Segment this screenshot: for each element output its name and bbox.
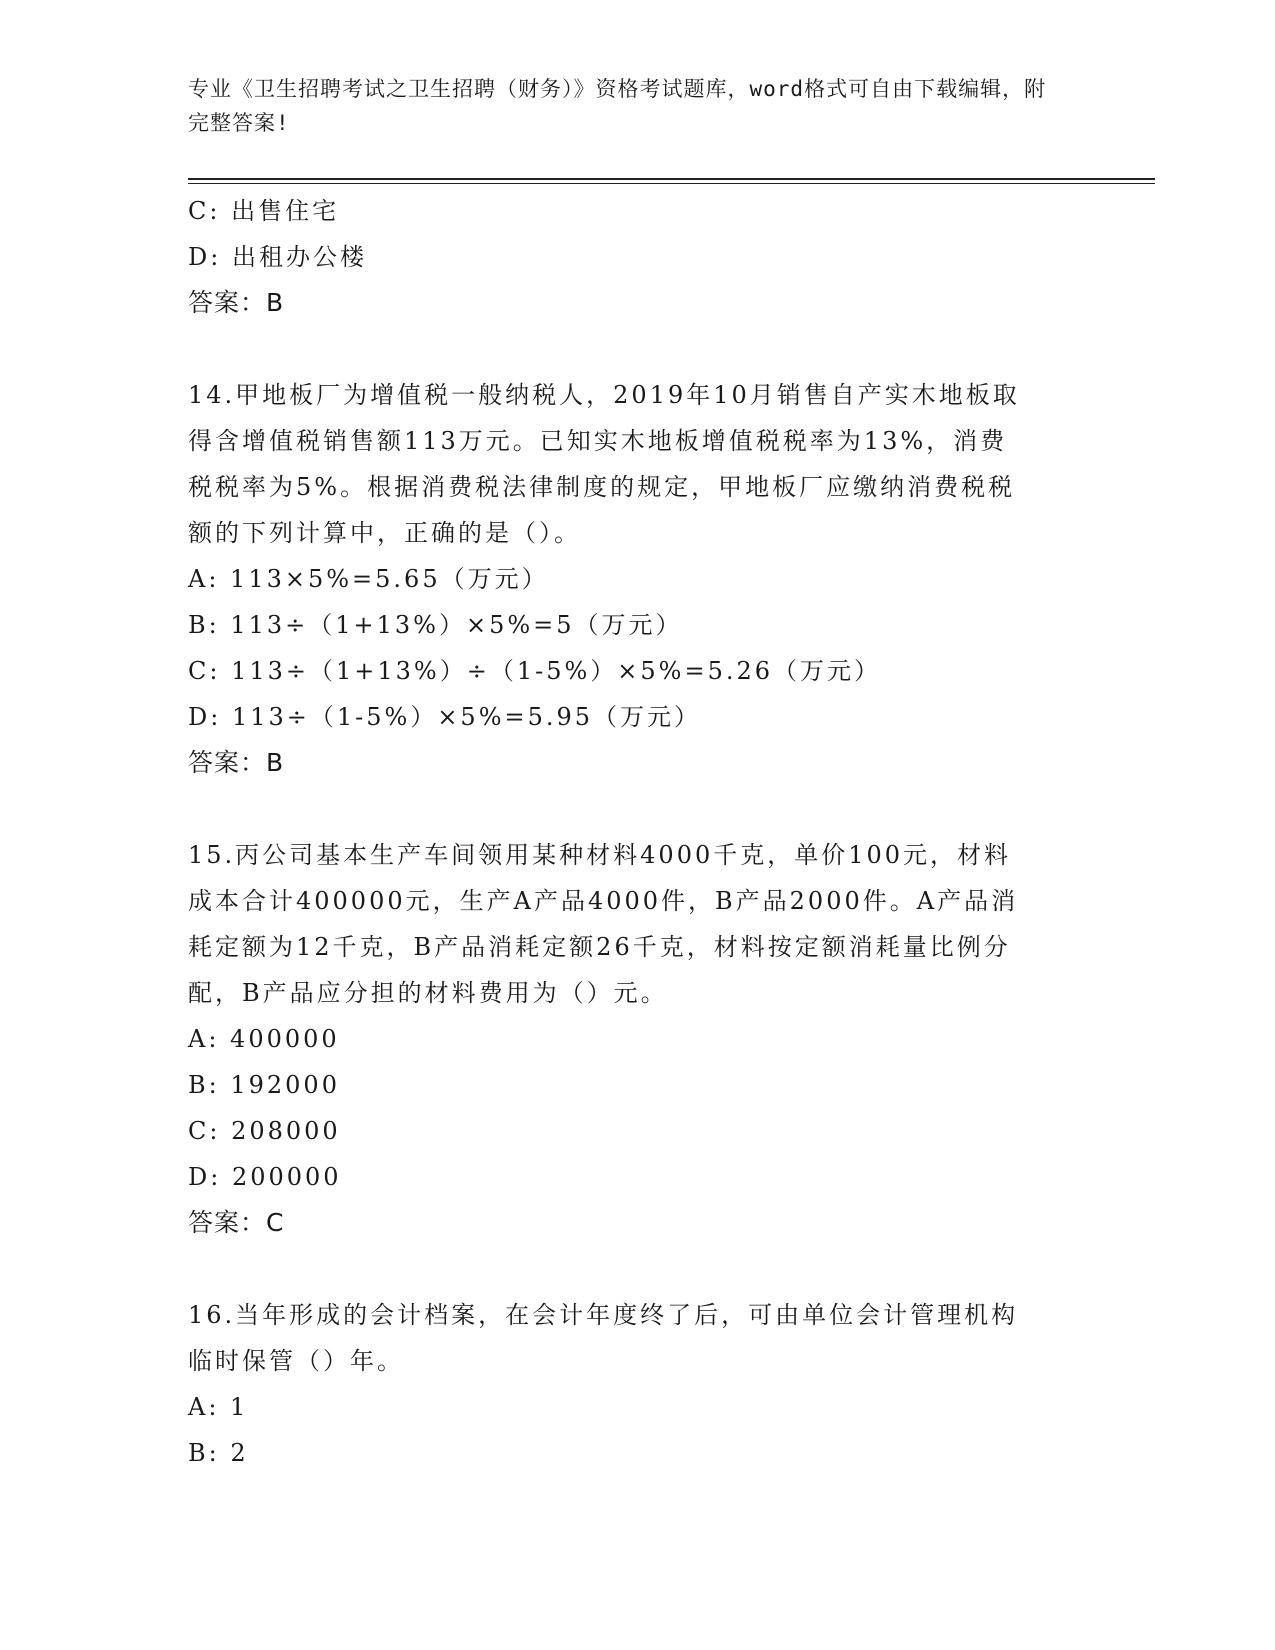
option-a: A: 400000: [188, 1025, 340, 1053]
spacer: [188, 1246, 1088, 1292]
question-list: [188, 188, 1088, 1476]
question-13-tail: [188, 188, 1088, 326]
question-stem-line: 15.丙公司基本生产车间领用某种材料4000千克，单价100元，材料: [188, 841, 1012, 869]
question-stem-line: 16.当年形成的会计档案，在会计年度终了后，可由单位会计管理机构: [188, 1301, 1019, 1329]
option-b: B: 2: [188, 1439, 249, 1467]
option-b: B: 192000: [188, 1071, 340, 1099]
answer-line: 答案：B: [188, 288, 285, 317]
header-title: 专业《卫生招聘考试之卫生招聘（财务）》资格考试题库，word格式可自由下载编辑，附完整答案!: [188, 77, 1047, 135]
question-stem-line: 耗定额为12千克，B产品消耗定额26千克，材料按定额消耗量比例分: [188, 933, 1011, 961]
option-c: C: 208000: [188, 1117, 341, 1145]
question-stem-line: 配，B产品应分担的材料费用为（）元。: [188, 979, 668, 1007]
question-stem-line: 税税率为5%。根据消费税法律制度的规定，甲地板厂应缴纳消费税税: [188, 473, 1016, 501]
option-d: D: 113÷（1-5%）×5%=5.95（万元）: [188, 703, 702, 731]
question-stem-line: 14.甲地板厂为增值税一般纳税人，2019年10月销售自产实木地板取: [188, 381, 1020, 409]
option-d: D: 200000: [188, 1163, 342, 1191]
header-divider-thin: [188, 183, 1155, 184]
question-stem-line: 临时保管（）年。: [188, 1347, 404, 1375]
question-14: [188, 372, 1088, 786]
option-c: C: 出售住宅: [188, 197, 340, 225]
answer-line: 答案：C: [188, 1208, 285, 1237]
document-header: [188, 72, 1068, 140]
question-stem-line: 得含增值税销售额113万元。已知实木地板增值税税率为13%，消费: [188, 427, 1008, 455]
question-stem-line: 成本合计400000元，生产A产品4000件，B产品2000件。A产品消: [188, 887, 1019, 915]
option-d: D: 出租办公楼: [188, 243, 367, 271]
spacer: [188, 326, 1088, 372]
question-stem-line: 额的下列计算中，正确的是（）。: [188, 519, 581, 547]
header-divider-thick: [188, 178, 1155, 180]
option-c: C: 113÷（1+13%）÷（1-5%）×5%=5.26（万元）: [188, 657, 882, 685]
answer-line: 答案：B: [188, 748, 285, 777]
option-a: A: 113×5%=5.65（万元）: [188, 565, 549, 593]
option-b: B: 113÷（1+13%）×5%=5（万元）: [188, 611, 683, 639]
spacer: [188, 786, 1088, 832]
option-a: A: 1: [188, 1393, 249, 1421]
question-15: [188, 832, 1088, 1246]
question-16: [188, 1292, 1088, 1476]
